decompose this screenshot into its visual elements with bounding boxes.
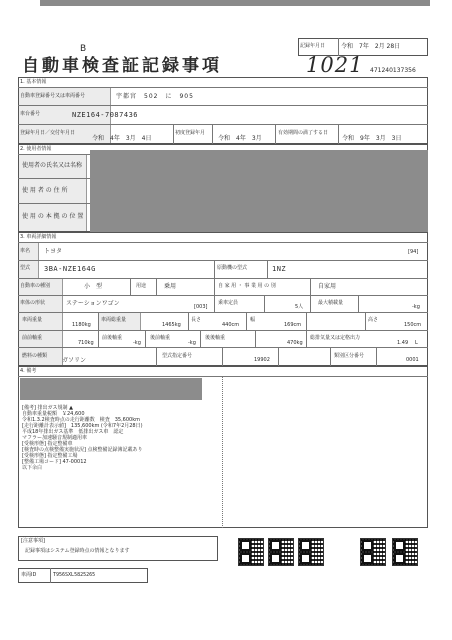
- weight-value: 1180kg: [72, 322, 91, 328]
- fuel-label: 燃料の種類: [22, 353, 48, 359]
- category-value: 0001: [406, 357, 419, 363]
- kind-label: 自動車の種別: [20, 283, 51, 289]
- user-address-label: 使 用 者 の 住 所: [22, 187, 68, 194]
- remark-line: 以下余白: [22, 465, 43, 471]
- section4-heading: 4. 備考: [20, 368, 37, 374]
- model-value: 3BA-NZE164G: [44, 265, 96, 273]
- max-load-label: 最大積載量: [318, 300, 344, 306]
- expiry-label: 有効期間の満了する日: [278, 130, 329, 136]
- displacement-unit: L: [415, 340, 418, 346]
- first-reg-label: 登録年月日／交付年月日: [20, 130, 76, 136]
- first-reg-ym-label: 初度登録年月: [175, 130, 206, 136]
- vehicle-id-label: 車両ID: [21, 572, 37, 578]
- kind-value: 小 型: [84, 283, 103, 290]
- capacity-value: 5人: [295, 304, 304, 310]
- remark-line: [受検形態] 指定整備車: [22, 441, 73, 447]
- body-label: 車体の形状: [20, 300, 46, 306]
- section3-heading: 3. 車両詳細情報: [20, 234, 57, 240]
- capacity-label: 乗車定員: [218, 300, 239, 306]
- make-value: トヨタ: [44, 248, 63, 255]
- ff-axle-value: 710kg: [78, 340, 94, 346]
- notes-text: 記録事項はシステム登録時点の情報となります: [25, 548, 130, 554]
- document-number: 471240137356: [370, 67, 416, 74]
- qr-code-2: [268, 538, 294, 566]
- engine-value: 1NZ: [272, 265, 287, 273]
- record-date: 令和 7年 2月 28日: [341, 43, 401, 50]
- rf-axle-label: 後前軸重: [150, 335, 171, 341]
- body-value: ステーションワゴン: [66, 300, 120, 307]
- category-label: 類別区分番号: [334, 353, 365, 359]
- use-label: 用途: [136, 283, 147, 289]
- redacted-remarks: [20, 378, 202, 400]
- scan-edge-strip: [40, 0, 430, 6]
- qr-code-4: [360, 538, 386, 566]
- max-load-value: -kg: [412, 304, 420, 310]
- handwritten-number: 1021: [306, 53, 364, 77]
- engine-label: 原動機の型式: [217, 265, 248, 271]
- remark-line: 令和1.3.2検査時点の走行距離数 検査 35,600km: [22, 417, 140, 423]
- reg-label: 自動車登録番号又は車両番号: [20, 93, 86, 99]
- section1-heading: 1. 基本情報: [20, 79, 47, 85]
- rf-axle-value: -kg: [188, 340, 196, 346]
- first-reg-ym-value: 令和 4年 3月: [218, 135, 262, 142]
- business-label: 自 家 用 ・ 事 業 用 の 別: [218, 283, 276, 289]
- vin-label: 車台番号: [20, 111, 41, 117]
- notes-heading: [注意事項]: [21, 538, 45, 544]
- fr-axle-value: -kg: [133, 340, 141, 346]
- use-value: 乗用: [164, 283, 177, 290]
- remark-line: [検査時の点検整備実施状況] 点検整備記録簿記載あり: [22, 447, 143, 453]
- user-name-label: 使用者の氏名又は名称: [22, 162, 83, 169]
- remark-line: 自動車重量税額 ￥24,600: [22, 411, 85, 417]
- base-location-label: 使 用 の 本 拠 の 位 置: [22, 213, 84, 220]
- series-mark: B: [80, 44, 87, 54]
- length-value: 440cm: [222, 322, 240, 328]
- remarks-list: [22, 406, 220, 472]
- qr-code-1: [238, 538, 264, 566]
- ff-axle-label: 前前軸重: [22, 335, 43, 341]
- gross-weight-value: 1465kg: [162, 322, 181, 328]
- business-value: 自家用: [318, 283, 337, 290]
- width-label: 幅: [250, 317, 256, 323]
- remark-line: [備考] 排出ガス規制 ▲: [22, 405, 73, 411]
- reg-value: 宇都宮 502 に 905: [116, 93, 194, 100]
- remark-line: [整備工場コード] 47-00012: [22, 459, 87, 465]
- first-reg-value: 令和 4年 3月 4日: [92, 135, 152, 142]
- rr-axle-value: 470kg: [287, 340, 303, 346]
- fuel-value: ガソリン: [62, 357, 87, 364]
- remark-line: [走行距離計表示値] 135,600km (令和7年2月28日): [22, 423, 143, 429]
- vin-value: NZE164-7087436: [72, 111, 139, 119]
- displacement-value: 1.49: [397, 340, 409, 346]
- height-value: 150cm: [404, 322, 422, 328]
- displacement-label: 総排気量又は定格出力: [310, 335, 361, 341]
- make-label: 車名: [20, 248, 31, 254]
- rr-axle-label: 後後軸重: [205, 335, 226, 341]
- length-label: 長さ: [191, 317, 202, 323]
- height-label: 高さ: [368, 317, 379, 323]
- model-label: 型式: [20, 265, 31, 271]
- type-approval-value: 19902: [254, 357, 270, 363]
- remark-line: マフラー加速騒音規制適用車: [22, 435, 88, 441]
- body-code: [003]: [194, 304, 208, 310]
- fr-axle-label: 前後軸重: [102, 335, 123, 341]
- qr-code-5: [392, 538, 418, 566]
- weight-label: 車両重量: [22, 317, 43, 323]
- expiry-value: 令和 9年 3月 3日: [342, 135, 402, 142]
- record-date-label: 記録年月日: [300, 43, 326, 49]
- width-value: 169cm: [284, 322, 302, 328]
- remark-line: 平成18年排出ガス基準 低排出ガス車 認定: [22, 429, 124, 435]
- type-approval-label: 型式指定番号: [162, 353, 193, 359]
- qr-code-3: [298, 538, 324, 566]
- make-code: [94]: [408, 249, 419, 255]
- section2-heading: 2. 使用者情報: [20, 146, 52, 152]
- page-title: 自動車検査証記録事項: [22, 56, 222, 76]
- redacted-user-info: [90, 150, 428, 232]
- remark-line: [受検形態] 指定整備工場: [22, 453, 78, 459]
- vehicle-id-value: T956SXL5825265: [53, 572, 96, 578]
- gross-weight-label: 車両総重量: [101, 317, 127, 323]
